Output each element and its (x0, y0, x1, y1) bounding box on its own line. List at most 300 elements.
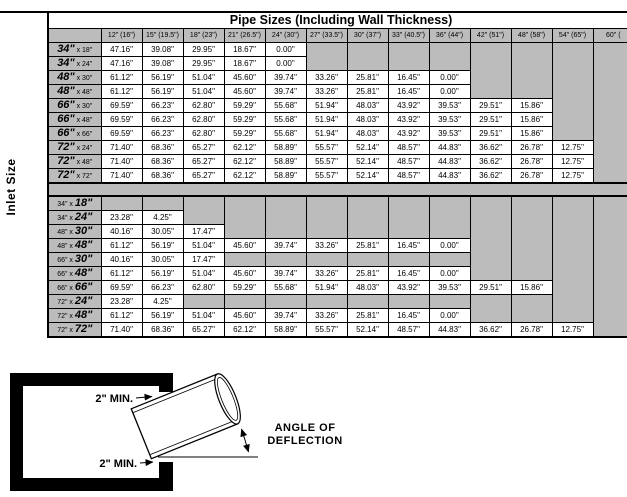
pipe-length-cell: 39.08" (142, 43, 183, 57)
shaded-cell (552, 99, 593, 113)
shaded-cell (593, 211, 627, 225)
pipe-length-cell: 45.60" (224, 309, 265, 323)
pipe-length-cell: 51.94" (306, 127, 347, 141)
table-row (48, 85, 627, 99)
pipe-length-cell: 15.86" (511, 113, 552, 127)
pipe-length-cell: 62.12" (224, 155, 265, 169)
shaded-cell (593, 281, 627, 295)
shaded-cell (429, 57, 470, 71)
shaded-cell (593, 127, 627, 141)
pipe-size-column-header: 54" (65") (552, 29, 593, 43)
shaded-cell (511, 309, 552, 323)
pipe-length-cell: 52.14" (347, 155, 388, 169)
shaded-cell (593, 141, 627, 155)
pipe-length-cell: 65.27" (183, 169, 224, 184)
shaded-cell (470, 211, 511, 225)
pipe-length-cell: 25.81" (347, 239, 388, 253)
pipe-length-cell: 39.53" (429, 127, 470, 141)
shaded-cell (388, 253, 429, 267)
inlet-size-row-header: 34" x 18" (48, 43, 101, 57)
pipe-length-cell: 29.51" (470, 99, 511, 113)
pipe-length-cell: 61.12" (101, 309, 142, 323)
pipe-length-cell: 0.00" (429, 71, 470, 85)
shaded-cell (388, 211, 429, 225)
pipe-length-cell: 0.00" (429, 85, 470, 99)
pipe-size-column-header: 21" (26.5") (224, 29, 265, 43)
pipe-length-cell: 51.04" (183, 309, 224, 323)
shaded-cell (552, 85, 593, 99)
pipe-length-cell: 65.27" (183, 155, 224, 169)
inlet-size-row-header: 66" x 30" (48, 253, 101, 267)
pipe-length-cell: 29.51" (470, 281, 511, 295)
shaded-cell (470, 85, 511, 99)
pipe-length-cell: 16.45" (388, 309, 429, 323)
pipe-length-cell: 0.00" (429, 267, 470, 281)
shaded-cell (429, 196, 470, 211)
pipe-length-cell: 29.95" (183, 57, 224, 71)
pipe-size-column-header: 30" (37") (347, 29, 388, 43)
inlet-size-row-header: 72" x 24" (48, 295, 101, 309)
pipe-length-cell: 39.08" (142, 57, 183, 71)
pipe-length-cell: 39.53" (429, 281, 470, 295)
angle-arrow (242, 429, 249, 452)
pipe-size-column-header: 42" (51") (470, 29, 511, 43)
shaded-cell (552, 239, 593, 253)
pipe-length-cell: 62.12" (224, 323, 265, 338)
shaded-cell (470, 43, 511, 57)
table-row (48, 323, 627, 338)
pipe-length-cell: 61.12" (101, 267, 142, 281)
table-row (48, 71, 627, 85)
shaded-cell (552, 267, 593, 281)
pipe-size-column-header: 18" (23") (183, 29, 224, 43)
shaded-cell (552, 57, 593, 71)
pipe-length-cell: 16.45" (388, 239, 429, 253)
inlet-size-row-header: 72" x 48" (48, 309, 101, 323)
shaded-cell (511, 43, 552, 57)
shaded-cell (593, 99, 627, 113)
shaded-cell (552, 71, 593, 85)
pipe-length-cell: 25.81" (347, 85, 388, 99)
pipe-length-cell: 45.60" (224, 239, 265, 253)
pipe-length-cell: 0.00" (429, 239, 470, 253)
pipe-length-cell: 43.92" (388, 99, 429, 113)
pipe-length-cell: 68.36" (142, 323, 183, 338)
pipe-size-column-header: 33" (40.5") (388, 29, 429, 43)
pipe-length-cell: 48.57" (388, 155, 429, 169)
pipe-size-column-header: 15" (19.5") (142, 29, 183, 43)
shaded-cell (552, 43, 593, 57)
svg-text:ANGLE OF: ANGLE OF (274, 422, 336, 434)
shaded-cell (306, 253, 347, 267)
shaded-cell (224, 253, 265, 267)
shaded-cell (347, 211, 388, 225)
pipe-length-cell: 29.95" (183, 43, 224, 57)
pipe-length-cell: 18.67" (224, 57, 265, 71)
table-row (48, 155, 627, 169)
inlet-size-row-header: 34" x 24" (48, 57, 101, 71)
pipe-length-cell: 36.62" (470, 323, 511, 338)
pipe-length-cell: 26.78" (511, 155, 552, 169)
shaded-cell (306, 225, 347, 239)
pipe-length-cell: 58.89" (265, 155, 306, 169)
pipe-length-cell: 29.51" (470, 113, 511, 127)
shaded-cell (306, 295, 347, 309)
pipe-length-cell: 25.81" (347, 267, 388, 281)
shaded-cell (388, 295, 429, 309)
pipe-length-cell: 39.74" (265, 71, 306, 85)
shaded-cell (593, 57, 627, 71)
pipe-length-cell: 45.60" (224, 267, 265, 281)
inlet-size-row-header: 66" x 48" (48, 267, 101, 281)
pipe-length-cell: 62.80" (183, 127, 224, 141)
pipe-length-cell: 48.03" (347, 127, 388, 141)
shaded-cell (347, 196, 388, 211)
pipe-length-cell: 47.16" (101, 43, 142, 57)
shaded-cell (224, 295, 265, 309)
pipe-length-cell: 39.74" (265, 267, 306, 281)
table-separator (48, 183, 627, 196)
pipe-size-table-container (47, 11, 627, 347)
inlet-size-axis-label: Inlet Size (4, 158, 18, 216)
shaded-cell (470, 239, 511, 253)
shaded-cell (470, 71, 511, 85)
pipe-length-cell: 56.19" (142, 239, 183, 253)
pipe-length-cell: 0.00" (429, 309, 470, 323)
shaded-cell (265, 295, 306, 309)
pipe-length-cell: 68.36" (142, 169, 183, 184)
pipe-length-cell: 4.25" (142, 211, 183, 225)
shaded-cell (552, 113, 593, 127)
shaded-cell (552, 309, 593, 323)
shaded-cell (265, 211, 306, 225)
shaded-cell (306, 196, 347, 211)
pipe-length-cell: 48.03" (347, 113, 388, 127)
shaded-cell (511, 225, 552, 239)
table-title: Pipe Sizes (Including Wall Thickness) (48, 12, 627, 29)
shaded-cell (511, 295, 552, 309)
shaded-cell (552, 196, 593, 211)
table-row (48, 141, 627, 155)
pipe-length-cell: 59.29" (224, 113, 265, 127)
pipe-length-cell: 71.40" (101, 323, 142, 338)
shaded-cell (511, 211, 552, 225)
pipe-length-cell: 55.57" (306, 169, 347, 184)
pipe-length-cell: 45.60" (224, 71, 265, 85)
pipe-length-cell: 43.92" (388, 127, 429, 141)
pipe-length-cell: 15.86" (511, 99, 552, 113)
shaded-cell (470, 253, 511, 267)
shaded-cell (183, 295, 224, 309)
pipe-length-cell: 44.83" (429, 155, 470, 169)
table-row (48, 281, 627, 295)
shaded-cell (101, 196, 142, 211)
pipe-size-column-header: 27" (33.5") (306, 29, 347, 43)
pipe-length-cell: 55.57" (306, 323, 347, 338)
shaded-cell (224, 196, 265, 211)
pipe-length-cell: 15.86" (511, 281, 552, 295)
pipe-length-cell: 69.59" (101, 127, 142, 141)
shaded-cell (470, 309, 511, 323)
pipe-length-cell: 26.78" (511, 323, 552, 338)
shaded-cell (511, 57, 552, 71)
shaded-cell (265, 225, 306, 239)
pipe-length-cell: 43.92" (388, 281, 429, 295)
inlet-size-row-header: 66" x 48" (48, 113, 101, 127)
pipe-length-cell: 47.16" (101, 57, 142, 71)
table-row (48, 57, 627, 71)
inlet-size-row-header: 66" x 30" (48, 99, 101, 113)
shaded-cell (347, 295, 388, 309)
pipe-length-cell: 52.14" (347, 141, 388, 155)
pipe-length-cell: 0.00" (265, 57, 306, 71)
pipe-length-cell: 39.74" (265, 239, 306, 253)
pipe-length-cell: 48.57" (388, 141, 429, 155)
inlet-size-row-header: 66" x 66" (48, 281, 101, 295)
table-row (48, 127, 627, 141)
inlet-size-row-header: 48" x 30" (48, 225, 101, 239)
pipe-length-cell: 39.53" (429, 113, 470, 127)
pipe-length-cell: 69.59" (101, 99, 142, 113)
pipe-length-cell: 12.75" (552, 141, 593, 155)
shaded-cell (593, 196, 627, 211)
pipe-length-cell: 15.86" (511, 127, 552, 141)
pipe-length-cell: 39.74" (265, 309, 306, 323)
pipe-length-cell: 69.59" (101, 113, 142, 127)
inlet-size-row-header: 72" x 72" (48, 169, 101, 184)
shaded-cell (593, 295, 627, 309)
shaded-cell (306, 211, 347, 225)
pipe-length-cell: 17.47" (183, 253, 224, 267)
pipe-length-cell: 39.53" (429, 99, 470, 113)
table-row (48, 113, 627, 127)
pipe-length-cell: 68.36" (142, 155, 183, 169)
shaded-cell (347, 253, 388, 267)
pipe-length-cell: 23.28" (101, 211, 142, 225)
pipe-length-cell: 71.40" (101, 141, 142, 155)
table-row (48, 196, 627, 211)
pipe-length-cell: 51.94" (306, 99, 347, 113)
min-clearance-bottom-label: 2" MIN. (99, 458, 137, 470)
shaded-cell (183, 196, 224, 211)
pipe-length-cell: 33.26" (306, 71, 347, 85)
pipe-size-column-header: 36" (44") (429, 29, 470, 43)
pipe-length-cell: 44.83" (429, 323, 470, 338)
table-row (48, 253, 627, 267)
shaded-cell (183, 211, 224, 225)
shaded-cell (552, 127, 593, 141)
table-row (48, 169, 627, 184)
pipe-length-cell: 56.19" (142, 267, 183, 281)
pipe-length-cell: 26.78" (511, 169, 552, 184)
pipe-length-cell: 45.60" (224, 85, 265, 99)
shaded-cell (593, 309, 627, 323)
shaded-cell (552, 253, 593, 267)
pipe-length-cell: 55.57" (306, 155, 347, 169)
shaded-cell (388, 196, 429, 211)
shaded-cell (593, 71, 627, 85)
pipe-length-cell: 59.29" (224, 127, 265, 141)
pipe-length-cell: 36.62" (470, 155, 511, 169)
shaded-cell (511, 239, 552, 253)
pipe-length-cell: 58.89" (265, 169, 306, 184)
pipe-length-cell: 66.23" (142, 127, 183, 141)
shaded-cell (470, 196, 511, 211)
shaded-cell (470, 57, 511, 71)
pipe-size-column-header: 24" (30") (265, 29, 306, 43)
pipe-length-cell: 61.12" (101, 85, 142, 99)
pipe-length-cell: 62.80" (183, 113, 224, 127)
pipe-length-cell: 56.19" (142, 85, 183, 99)
pipe-length-cell: 56.19" (142, 71, 183, 85)
pipe-length-cell: 51.04" (183, 71, 224, 85)
pipe-length-cell: 62.80" (183, 99, 224, 113)
pipe-length-cell: 16.45" (388, 267, 429, 281)
shaded-cell (552, 211, 593, 225)
pipe-length-cell: 48.57" (388, 323, 429, 338)
shaded-cell (347, 225, 388, 239)
pipe-length-cell: 23.28" (101, 295, 142, 309)
pipe-length-cell: 16.45" (388, 85, 429, 99)
shaded-cell (470, 295, 511, 309)
pipe-length-cell: 36.62" (470, 141, 511, 155)
pipe-length-cell: 59.29" (224, 99, 265, 113)
pipe-length-cell: 33.26" (306, 267, 347, 281)
shaded-cell (347, 57, 388, 71)
deflection-diagram (0, 363, 370, 497)
inlet-size-row-header: 72" x 48" (48, 155, 101, 169)
shaded-cell (593, 253, 627, 267)
shaded-cell (388, 43, 429, 57)
svg-text:DEFLECTION: DEFLECTION (267, 435, 343, 447)
table-row (48, 43, 627, 57)
shaded-cell (511, 85, 552, 99)
inlet-size-row-header: 48" x 48" (48, 85, 101, 99)
pipe-length-cell: 65.27" (183, 141, 224, 155)
shaded-cell (265, 253, 306, 267)
pipe-length-cell: 62.12" (224, 169, 265, 184)
shaded-cell (511, 267, 552, 281)
shaded-cell (347, 43, 388, 57)
pipe-length-cell: 43.92" (388, 113, 429, 127)
pipe-length-cell: 16.45" (388, 71, 429, 85)
pipe-length-cell: 65.27" (183, 323, 224, 338)
pipe-size-column-header: 48" (58") (511, 29, 552, 43)
pipe-length-cell: 17.47" (183, 225, 224, 239)
pipe-size-table (47, 11, 627, 338)
pipe-length-cell: 59.29" (224, 281, 265, 295)
pipe-length-cell: 61.12" (101, 239, 142, 253)
pipe-length-cell: 52.14" (347, 323, 388, 338)
table-row (48, 99, 627, 113)
shaded-cell (429, 253, 470, 267)
shaded-cell (593, 169, 627, 184)
pipe-size-column-header: 60" ( (593, 29, 627, 43)
shaded-cell (593, 267, 627, 281)
shaded-cell (593, 113, 627, 127)
pipe-length-cell: 30.05" (142, 253, 183, 267)
pipe-length-cell: 55.68" (265, 127, 306, 141)
inlet-size-row-header: 72" x 24" (48, 141, 101, 155)
shaded-cell (470, 267, 511, 281)
pipe-length-cell: 40.16" (101, 253, 142, 267)
shaded-cell (429, 211, 470, 225)
pipe-length-cell: 44.83" (429, 141, 470, 155)
table-row (48, 267, 627, 281)
shaded-cell (593, 239, 627, 253)
pipe-length-cell: 33.26" (306, 239, 347, 253)
inlet-size-row-header: 34" x 18" (48, 196, 101, 211)
pipe-length-cell: 62.80" (183, 281, 224, 295)
pipe-length-cell: 40.16" (101, 225, 142, 239)
pipe-length-cell: 55.68" (265, 99, 306, 113)
pipe-length-cell: 18.67" (224, 43, 265, 57)
inlet-size-row-header: 34" x 24" (48, 211, 101, 225)
pipe-length-cell: 55.68" (265, 113, 306, 127)
shaded-cell (552, 295, 593, 309)
pipe-length-cell: 61.12" (101, 71, 142, 85)
table-row (48, 309, 627, 323)
pipe-length-cell: 52.14" (347, 169, 388, 184)
pipe-length-cell: 71.40" (101, 169, 142, 184)
table-row (48, 239, 627, 253)
angle-of-deflection-label (267, 422, 342, 447)
min-clearance-bottom (99, 458, 153, 470)
shaded-cell (306, 57, 347, 71)
pipe-length-cell: 26.78" (511, 141, 552, 155)
pipe-length-cell: 4.25" (142, 295, 183, 309)
pipe-length-cell: 58.89" (265, 141, 306, 155)
pipe-length-cell: 36.62" (470, 169, 511, 184)
table-row (48, 295, 627, 309)
shaded-cell (593, 225, 627, 239)
pipe-length-cell: 51.94" (306, 281, 347, 295)
pipe-length-cell: 56.19" (142, 309, 183, 323)
pipe-length-cell: 66.23" (142, 99, 183, 113)
inlet-size-row-header: 66" x 66" (48, 127, 101, 141)
pipe-length-cell: 51.04" (183, 267, 224, 281)
min-clearance-top-label: 2" MIN. (95, 393, 133, 405)
pipe-length-cell: 66.23" (142, 281, 183, 295)
pipe-length-cell: 58.89" (265, 323, 306, 338)
shaded-cell (388, 225, 429, 239)
inlet-size-row-header: 48" x 30" (48, 71, 101, 85)
pipe-length-cell: 29.51" (470, 127, 511, 141)
shaded-cell (470, 225, 511, 239)
shaded-cell (511, 196, 552, 211)
shaded-cell (429, 225, 470, 239)
shaded-cell (142, 196, 183, 211)
shaded-cell (593, 155, 627, 169)
shaded-cell (593, 85, 627, 99)
pipe-length-cell: 69.59" (101, 281, 142, 295)
pipe-length-cell: 55.57" (306, 141, 347, 155)
shaded-cell (429, 295, 470, 309)
shaded-cell (593, 323, 627, 338)
frame-border-fragment (0, 11, 47, 13)
table-row (48, 211, 627, 225)
shaded-cell (511, 71, 552, 85)
pipe-length-cell: 33.26" (306, 85, 347, 99)
shaded-cell (552, 225, 593, 239)
shaded-cell (511, 253, 552, 267)
pipe-length-cell: 33.26" (306, 309, 347, 323)
pipe-length-cell: 66.23" (142, 113, 183, 127)
pipe-length-cell: 12.75" (552, 155, 593, 169)
pipe-length-cell: 71.40" (101, 155, 142, 169)
pipe-length-cell: 39.74" (265, 85, 306, 99)
inlet-size-row-header: 72" x 72" (48, 323, 101, 338)
